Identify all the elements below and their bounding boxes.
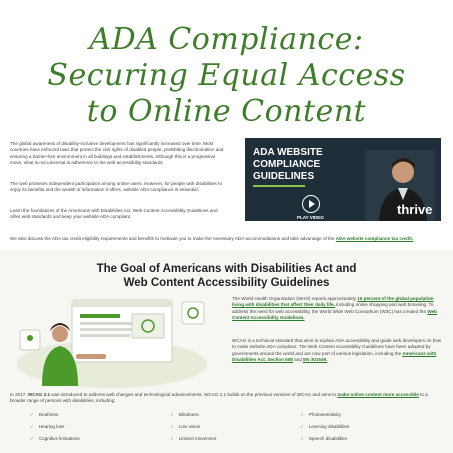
list-item-label: Low vision xyxy=(178,424,201,429)
list-item-label: Learning disabilities xyxy=(308,424,350,429)
wcag21-text: was introduced to address web changes and technological advancements. WCAG 2.1 builds on the previous versions of WCAG and aims to xyxy=(51,392,337,397)
section-heading-line-2: Web Content Accessibility Guidelines xyxy=(123,277,330,289)
who-paragraph xyxy=(232,296,442,321)
list-item xyxy=(300,412,420,420)
list-item-label: Photosensitivity xyxy=(308,412,341,417)
check-icon: ✓ xyxy=(30,412,34,417)
list-item xyxy=(30,424,150,432)
page-title xyxy=(0,22,453,130)
intro-paragraph-2: The web promises independent participation among online users. However, for people with disabilities to enjoy its benefits and the wealth of information it offers, website ADA compliance is essential. xyxy=(10,181,222,193)
who-stat-link[interactable]: 15 percent of the global population living with disabilities that affect their daily life, xyxy=(232,296,434,308)
intro-paragraph-3: Learn the foundations of the Americans with Disabilities Act, Web Content Accessibility Guidelines and other web standards and keep your website ADA compliant. xyxy=(10,208,218,220)
tax-credit-link[interactable]: ADA website compliance tax credit. xyxy=(335,236,414,241)
list-item xyxy=(30,412,150,420)
accessible-content-link[interactable]: make online content more accessible xyxy=(337,392,419,397)
wcag21-suffix: to a broader range of persons with disabilities, including: xyxy=(10,392,428,404)
list-item xyxy=(300,424,420,432)
list-item-label: Hearing loss xyxy=(38,424,65,429)
section-heading-line-1: The Goal of Americans with Disabilities Act and xyxy=(96,263,357,275)
intro-paragraph-1: The global awareness of disability-inclusive development has significantly increased over time. Most countries have enforced laws that protect the civil rights of disabled people, prohibiting discrimination and ensuring a barrier-free environment in all buildings and establishments. Although this is a progressive move, what is not universal is adherence to the web accessibility standards. xyxy=(10,141,224,165)
ada-section-508-link[interactable]: Americans with Disabilities Act, Section 508 xyxy=(232,350,437,362)
accent-bar xyxy=(253,185,305,187)
check-icon: ✓ xyxy=(170,424,174,429)
wcag21-bold: WCAG 2.1 xyxy=(27,392,51,397)
who-paragraph-text-2: including online shopping and web browsing. To address the need for web accessibility, the World Wide Web Consortium (W3C) has created the xyxy=(232,302,434,314)
wcag21-paragraph xyxy=(10,392,440,405)
video-title xyxy=(253,147,363,183)
check-icon: ✓ xyxy=(300,412,304,417)
wcag-paragraph xyxy=(232,338,442,363)
intro-paragraph-4-text: We also discuss the ADA tax credit eligibility requirements and benefits to motivate you to make the necessary ADA accommodations and take advantage of the xyxy=(10,236,335,241)
title-line-3: to Online Content xyxy=(86,94,367,129)
list-item xyxy=(170,412,290,420)
list-item-label: Deafness xyxy=(38,412,59,417)
check-icon: ✓ xyxy=(170,436,174,441)
list-item xyxy=(170,424,290,432)
check-icon: ✓ xyxy=(30,436,34,441)
video-title-line-1: ADA WEBSITE xyxy=(253,147,323,158)
list-item-label: Speech disabilities xyxy=(308,436,347,441)
play-icon[interactable] xyxy=(302,195,320,213)
list-item xyxy=(300,436,420,444)
list-item xyxy=(30,436,150,444)
list-item-label: Blindness xyxy=(178,412,199,417)
check-icon: ✓ xyxy=(300,424,304,429)
who-paragraph-text: The World Health Organization (WHO) reports approximately xyxy=(232,296,356,301)
accessibility-illustration xyxy=(12,294,212,390)
wcag-guidelines-link[interactable]: Web Content Accessibility Guidelines. xyxy=(232,308,437,320)
check-icon: ✓ xyxy=(170,412,174,417)
en-301549-link[interactable]: EN 301549. xyxy=(303,356,328,362)
list-item-label: Cognitive limitations xyxy=(38,436,80,441)
play-video-label[interactable]: PLAY VIDEO xyxy=(297,215,324,220)
intro-paragraph-4 xyxy=(10,236,440,242)
check-icon: ✓ xyxy=(300,436,304,441)
title-line-1: ADA Compliance: xyxy=(89,22,364,57)
list-item xyxy=(170,436,290,444)
wcag21-prefix: In 2017, xyxy=(10,392,27,397)
thrive-logo: thrive xyxy=(397,202,433,217)
video-title-line-3: GUIDELINES xyxy=(253,171,315,182)
wcag-paragraph-text: WCAG is a technical standard that aims to explain ADA accessibility and guide web developers on how to make website ADA compliant. The Web Content Accessibility Guidelines have been adopted by governments around the world and are now part of various legislation, including the xyxy=(232,338,442,356)
list-item-label: Limited movement xyxy=(178,436,217,441)
video-title-line-2: COMPLIANCE xyxy=(253,159,321,170)
section-heading xyxy=(0,262,453,290)
title-line-2: Securing Equal Access xyxy=(47,58,406,93)
video-thumbnail[interactable] xyxy=(245,138,441,221)
check-icon: ✓ xyxy=(30,424,34,429)
wcag-and-text: and xyxy=(294,356,302,362)
